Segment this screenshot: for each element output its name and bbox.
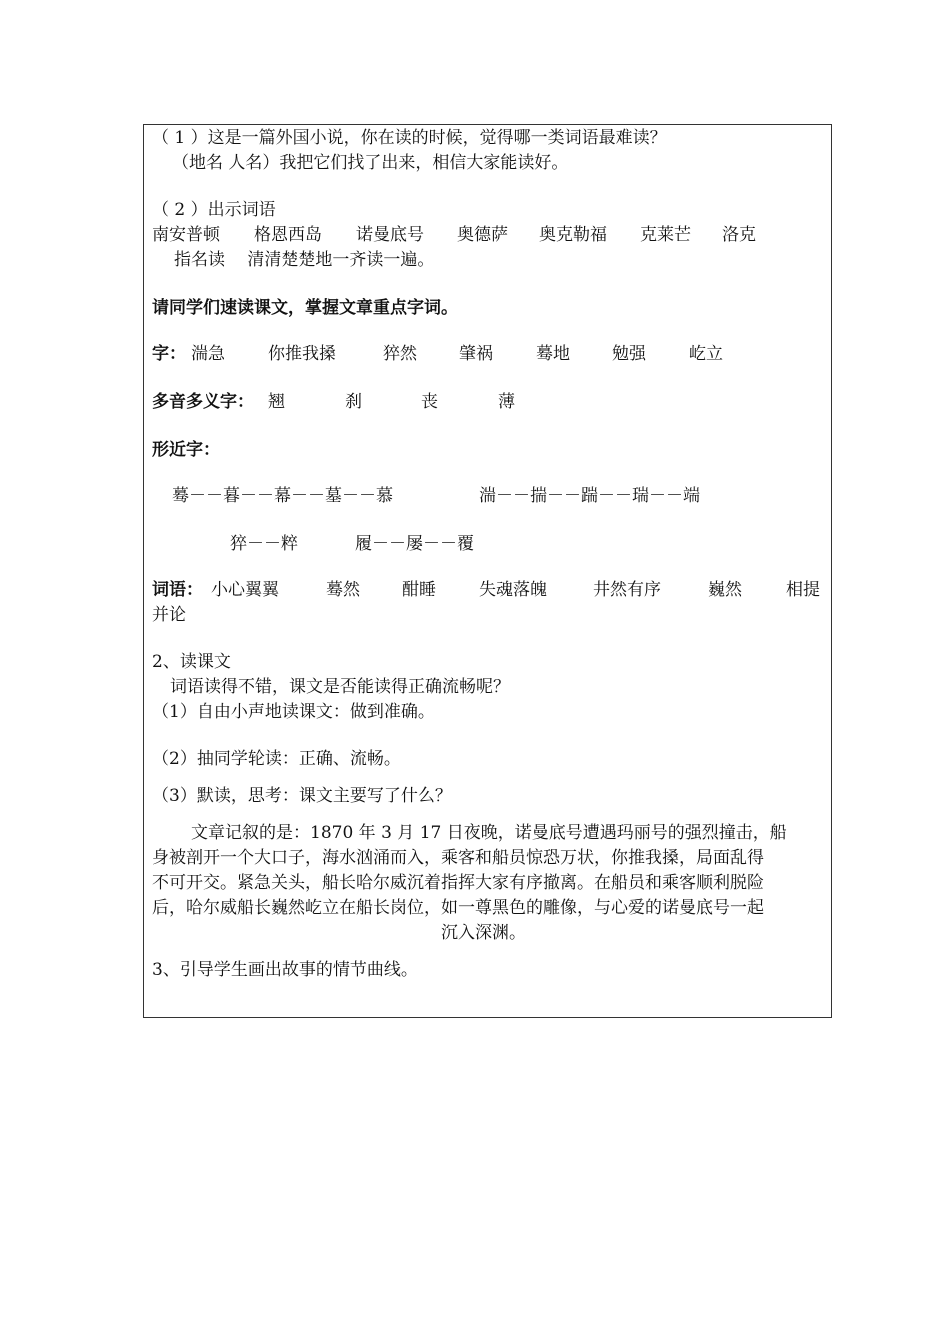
place-name: 诺曼底号	[356, 225, 424, 245]
place-name: 洛克	[722, 225, 756, 245]
summary-line: 后，哈尔威船长巍然屹立在船长岗位，如一尊黑色的雕像，与心爱的诺曼底号一起	[152, 898, 764, 918]
character-word: 蓦地	[536, 344, 570, 364]
vocab-label: 词语：	[152, 580, 203, 600]
vocab-word: 失魂落魄	[479, 580, 547, 600]
place-name: 奥德萨	[457, 225, 508, 245]
reading-instruction: 指名读 清清楚楚地一齐读一遍。	[174, 250, 435, 270]
polyphone-char: 丧	[421, 392, 438, 412]
character-word: 猝然	[383, 344, 417, 364]
place-name: 奥克勒福	[539, 225, 607, 245]
summary-line: 身被剖开一个大口子，海水汹涌而入，乘客和船员惊恐万状，你推我搡，局面乱得	[152, 848, 764, 868]
similar-chars-group: 履－－屡－－覆	[355, 534, 474, 554]
summary-line: 文章记叙的是：1870 年 3 月 17 日夜晚，诺曼底号遭遇玛丽号的强烈撞击，船	[191, 823, 787, 843]
polyphones-label: 多音多义字：	[152, 392, 254, 412]
character-word: 勉强	[612, 344, 646, 364]
character-word: 屹立	[689, 344, 723, 364]
similar-chars-group: 湍－－揣－－踹－－瑞－－端	[479, 486, 700, 506]
polyphone-char: 薄	[498, 392, 515, 412]
reading-title: 2、读课文	[152, 652, 231, 672]
step-3: 3、引导学生画出故事的情节曲线。	[152, 960, 418, 980]
vocab-word: 巍然	[708, 580, 742, 600]
place-name: 克莱芒	[640, 225, 691, 245]
vocab-word: 蓦然	[326, 580, 360, 600]
reading-step-2: （2）抽同学轮读：正确、流畅。	[152, 749, 401, 769]
reading-step-3: （3）默读，思考：课文主要写了什么？	[152, 786, 452, 806]
vocab-word-continued: 并论	[152, 605, 186, 625]
question-2: （ 2 ）出示词语	[152, 200, 276, 220]
summary-line: 不可开交。紧急关头，船长哈尔威沉着指挥大家有序撤离。在船员和乘客顺利脱险	[152, 873, 764, 893]
polyphone-char: 刹	[345, 392, 362, 412]
place-name: 南安普顿	[152, 225, 220, 245]
reading-step-1: （1）自由小声地读课文：做到准确。	[152, 702, 435, 722]
vocab-word: 小心翼翼	[211, 580, 279, 600]
vocab-word: 井然有序	[593, 580, 661, 600]
vocab-word: 酣睡	[402, 580, 436, 600]
reading-intro: 词语读得不错，课文是否能读得正确流畅呢？	[170, 677, 510, 697]
character-word: 湍急	[191, 344, 225, 364]
character-word: 肇祸	[459, 344, 493, 364]
similar-chars-group: 蓦－－暮－－幕－－墓－－慕	[172, 486, 393, 506]
characters-label: 字：	[152, 344, 186, 364]
question-1-note: （地名 人名）我把它们找了出来，相信大家能读好。	[172, 153, 569, 173]
summary-line: 沉入深渊。	[441, 923, 526, 943]
section-heading: 请同学们速读课文，掌握文章重点字词。	[152, 298, 458, 318]
similar-chars-label: 形近字：	[152, 440, 220, 460]
polyphone-char: 翘	[268, 392, 285, 412]
similar-chars-group: 猝－－粹	[230, 534, 298, 554]
vocab-word: 相提	[786, 580, 820, 600]
question-1: （ 1 ）这是一篇外国小说，你在读的时候，觉得哪一类词语最难读？	[152, 128, 667, 148]
character-word: 你推我搡	[268, 344, 336, 364]
place-name: 格恩西岛	[254, 225, 322, 245]
